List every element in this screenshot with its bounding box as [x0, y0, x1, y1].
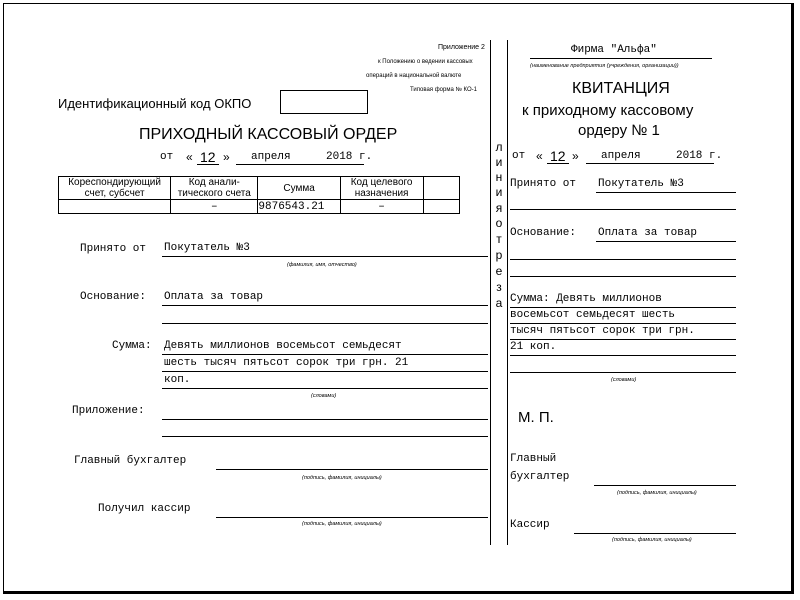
- order-sum-line-2: шесть тысяч пятьсот сорок три грн. 21: [164, 357, 409, 369]
- receipt-sum-caption: (словами): [611, 377, 637, 383]
- cut-line-left: [490, 40, 491, 545]
- receipt-month-underline: [586, 163, 714, 164]
- cut-letter: я: [495, 201, 503, 215]
- receipt-accountant-label-2: бухгалтер: [510, 471, 570, 483]
- receipt-received-underline-2: [510, 209, 736, 210]
- receipt-sum-line-3: тысяч пятьсот сорок три грн.: [510, 325, 695, 337]
- receipt-sum-underline-5: [510, 372, 736, 373]
- receipt-subtitle-2: ордеру № 1: [578, 122, 660, 139]
- cut-letter: з: [496, 280, 502, 294]
- header-corr-account: Кореспондирующий счет, субсчет: [59, 177, 171, 200]
- receipt-firm-caption: (наименование предприятия (учреждения, организации)): [530, 63, 679, 69]
- order-title: ПРИХОДНЫЙ КАССОВЫЙ ОРДЕР: [139, 126, 398, 143]
- receipt-sum-underline-4: [510, 355, 736, 356]
- receipt-basis-value: Оплата за товар: [598, 227, 698, 239]
- receipt-basis-label: Основание:: [510, 227, 577, 239]
- order-month-underline: [236, 164, 364, 165]
- cell-purpose-code: –: [340, 200, 423, 214]
- order-basis-label: Основание:: [80, 291, 147, 303]
- cut-line-right: [507, 40, 508, 545]
- cut-letter: н: [495, 170, 503, 184]
- receipt-sum-underline-1: [510, 307, 736, 308]
- order-sum-label: Сумма:: [112, 340, 152, 352]
- order-sum-caption: (словами): [311, 393, 337, 399]
- order-basis-value: Оплата за товар: [164, 291, 264, 303]
- receipt-cashier-label: Кассир: [510, 519, 550, 531]
- okpo-input[interactable]: [280, 90, 368, 114]
- order-received-underline: [162, 256, 488, 257]
- order-date-close: »: [223, 150, 230, 164]
- receipt-sum-line-2: восемьсот семьдесят шесть: [510, 309, 676, 321]
- receipt-day-underline: [547, 163, 569, 164]
- cell-analytic-code: –: [171, 200, 258, 214]
- receipt-sum-underline-2: [510, 323, 736, 324]
- appendix-line-1: Приложение 2: [438, 44, 485, 51]
- okpo-label: Идентификационный код ОКПО: [58, 96, 252, 111]
- order-sum-underline-3: [162, 388, 488, 389]
- order-cashier-underline: [216, 517, 488, 518]
- appendix-line-3: операций в национальной валюте: [366, 73, 462, 79]
- receipt-cashier-caption: (подпись, фамилия, инициалы): [612, 537, 692, 543]
- cut-letter: и: [495, 185, 503, 199]
- order-accountant-label: Главный бухгалтер: [74, 455, 187, 467]
- order-received-caption: (фамилия, имя, отчество): [287, 262, 357, 268]
- receipt-cashier-underline: [574, 533, 736, 534]
- receipt-date-open: «: [536, 149, 543, 163]
- header-purpose-code: Код целевого назначения: [340, 177, 423, 200]
- order-month: апреля: [251, 151, 291, 163]
- receipt-accountant-label-1: Главный: [510, 453, 557, 465]
- cut-letter: и: [495, 155, 503, 169]
- order-date-prefix: от: [160, 151, 174, 163]
- order-received-label: Принято от: [80, 243, 147, 255]
- order-cashier-caption: (подпись, фамилия, инициалы): [302, 521, 382, 527]
- receipt-basis-underline-3: [510, 276, 736, 277]
- order-date-open: «: [186, 150, 193, 164]
- receipt-year: 2018 г.: [676, 150, 723, 162]
- receipt-received-value: Покутатель №3: [598, 178, 684, 190]
- receipt-sum-line-1: Сумма: Девять миллионов: [510, 293, 662, 305]
- receipt-sum-line-4: 21 коп.: [510, 341, 557, 353]
- receipt-accountant-underline: [594, 485, 736, 486]
- order-sum-underline-1: [162, 354, 488, 355]
- header-sum: Сумма: [258, 177, 340, 200]
- order-received-value: Покутатель №3: [164, 242, 250, 254]
- receipt-firm: Фирма "Альфа": [571, 44, 657, 56]
- header-analytic-code: Код анали- тического счета: [171, 177, 258, 200]
- receipt-stamp: М. П.: [518, 409, 554, 426]
- order-day-underline: [197, 164, 219, 165]
- order-basis-underline-1: [162, 305, 488, 306]
- appendix-line-4: Типовая форма № КО-1: [410, 87, 477, 93]
- order-year: 2018 г.: [326, 151, 373, 163]
- cell-corr-account: [59, 200, 171, 214]
- receipt-received-underline-1: [596, 192, 736, 193]
- cut-letter: р: [495, 248, 503, 262]
- receipt-day: 12: [550, 148, 566, 164]
- appendix-line-2: к Положению о ведении кассовых: [378, 59, 473, 65]
- header-blank: [423, 177, 460, 200]
- cell-blank: [423, 200, 460, 214]
- receipt-date-close: »: [572, 149, 579, 163]
- receipt-basis-underline-2: [510, 259, 736, 260]
- order-appendix-underline-2: [162, 436, 488, 437]
- order-sum-line-3: коп.: [164, 374, 191, 386]
- receipt-basis-underline-1: [596, 241, 736, 242]
- receipt-subtitle-1: к приходному кассовому: [522, 102, 694, 119]
- receipt-date-prefix: от: [512, 150, 526, 162]
- order-cashier-label: Получил кассир: [98, 503, 191, 515]
- cut-letter: о: [495, 216, 503, 230]
- cut-letter: л: [495, 140, 503, 154]
- order-basis-underline-2: [162, 323, 488, 324]
- order-sum-line-1: Девять миллионов восемьсот семьдесят: [164, 340, 402, 352]
- cut-letter: т: [496, 232, 502, 246]
- order-sum-underline-2: [162, 371, 488, 372]
- cut-letter: а: [495, 296, 503, 310]
- order-codes-table: [58, 176, 460, 214]
- receipt-title: КВИТАНЦИЯ: [572, 80, 670, 97]
- receipt-sum-underline-3: [510, 339, 736, 340]
- receipt-month: апреля: [601, 150, 641, 162]
- order-day: 12: [200, 149, 216, 165]
- receipt-firm-underline: [530, 58, 712, 59]
- receipt-received-label: Принято от: [510, 178, 577, 190]
- cut-letter: е: [495, 264, 503, 278]
- order-appendix-underline-1: [162, 419, 488, 420]
- order-appendix-label: Приложение:: [72, 405, 145, 417]
- order-accountant-caption: (подпись, фамилия, инициалы): [302, 475, 382, 481]
- cell-sum: 9876543.21: [258, 200, 340, 214]
- order-accountant-underline: [216, 469, 488, 470]
- receipt-accountant-caption: (подпись, фамилия, инициалы): [617, 490, 697, 496]
